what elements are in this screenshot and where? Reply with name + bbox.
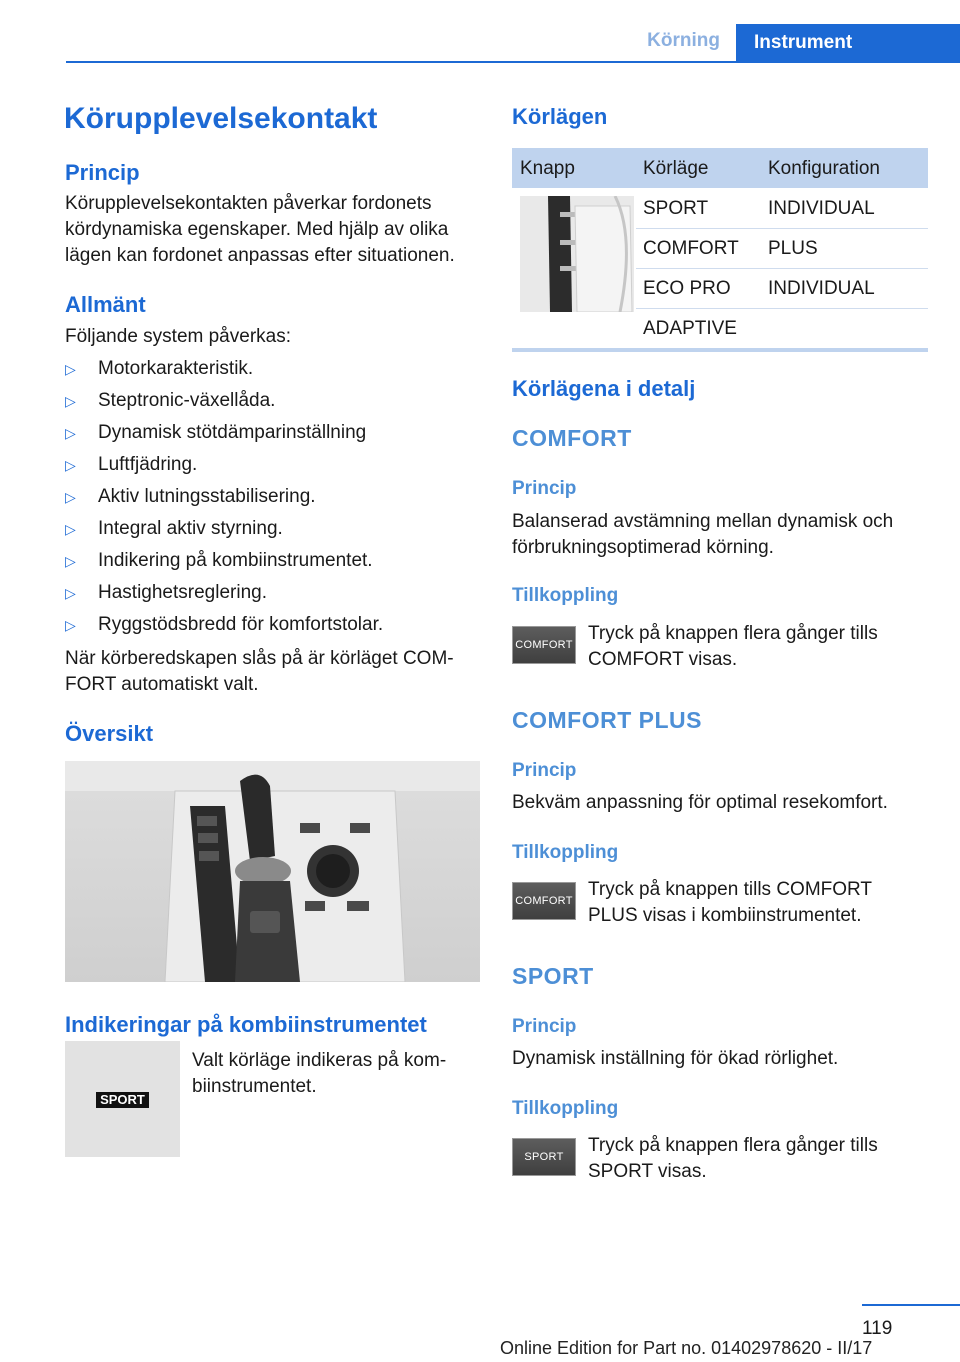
mode-switch-illustration — [520, 196, 634, 312]
sport-title: SPORT — [512, 963, 594, 989]
table-cell: ECO PRO — [643, 278, 731, 299]
table-row — [636, 268, 928, 309]
comfort-plus-princip-heading: Princip — [512, 760, 577, 781]
sport-tillkoppling-text: Tryck på knappen flera gånger tills SPORT visas. — [588, 1135, 878, 1182]
table-cell: ADAPTIVE — [643, 318, 737, 339]
table-cell: SPORT — [643, 198, 709, 219]
driving-mode-switch-photo — [520, 196, 634, 312]
header-tab-instrument[interactable]: Instrument — [736, 24, 960, 63]
table-cell: INDIVIDUAL — [768, 278, 875, 299]
triangle-bullet-icon: ▷ — [65, 521, 76, 537]
header-divider — [66, 61, 960, 63]
driving-modes-table — [512, 148, 928, 354]
table-row — [636, 188, 928, 229]
indikering-heading: Indikeringar på kombiinstrumentet — [65, 1012, 427, 1037]
triangle-bullet-icon: ▷ — [65, 553, 76, 569]
oversikt-heading: Översikt — [65, 721, 154, 746]
comfort-tillkoppling-heading: Tillkoppling — [512, 585, 619, 606]
triangle-bullet-icon: ▷ — [65, 425, 76, 441]
list-item: ▷ Hastighetsreglering. — [65, 580, 485, 612]
comfort-plus-title: COMFORT PLUS — [512, 707, 702, 733]
table-bottom-rule — [512, 348, 928, 352]
instrument-display-image — [65, 1041, 180, 1157]
edition-note: Online Edition for Part no. 01402978620 - II/17 — [500, 1338, 873, 1358]
triangle-bullet-icon: ▷ — [65, 393, 76, 409]
table-row — [636, 308, 760, 348]
allmant-heading: Allmänt — [65, 292, 146, 317]
page-number: 119 — [862, 1318, 893, 1339]
header-tab-korning[interactable]: Körning — [647, 30, 720, 51]
indikering-text: Valt körläge indikeras på kombiinstrumentet. — [192, 1050, 447, 1097]
table-cell: COMFORT — [643, 238, 739, 259]
center-console-photo — [65, 761, 480, 982]
list-item: ▷ Indikering på kombiinstrumentet. — [65, 548, 485, 580]
comfort-tillkoppling-text: Tryck på knappen flera gånger tills COMFORT visas. — [588, 623, 878, 670]
comfort-princip-text: Balanserad avstämning mellan dynamisk och förbrukningsoptimerad körning. — [512, 511, 894, 558]
footer-divider — [862, 1304, 960, 1306]
list-item: ▷ Steptronic-växellåda. — [65, 388, 485, 420]
triangle-bullet-icon: ▷ — [65, 457, 76, 473]
allmant-outro: När körberedskapen slås på är körläget COMFORT automatiskt valt. — [65, 648, 454, 695]
table-cell: PLUS — [768, 238, 818, 259]
triangle-bullet-icon: ▷ — [65, 489, 76, 505]
column-header-konfiguration: Konfiguration — [768, 158, 880, 179]
center-console-illustration — [65, 761, 480, 982]
list-item: ▷ Integral aktiv styrning. — [65, 516, 485, 548]
column-header-korlage: Körläge — [643, 158, 709, 179]
sport-button-icon: SPORT — [512, 1138, 576, 1176]
sport-princip-heading: Princip — [512, 1016, 577, 1037]
comfort-button-icon: COMFORT — [512, 626, 576, 664]
list-item: ▷ Motorkarakteristik. — [65, 356, 485, 388]
princip-text: Körupplevelsekontakten påverkar fordonets kördynamiska egenskaper. Med hjälp av olika lägen kan fordonet anpassas efter situationen. — [65, 193, 455, 266]
affected-systems-list — [65, 356, 485, 644]
triangle-bullet-icon: ▷ — [65, 361, 76, 377]
comfort-title: COMFORT — [512, 425, 632, 451]
comfort-plus-princip-text: Bekväm anpassning för optimal resekomfort. — [512, 792, 888, 813]
column-header-knapp: Knapp — [520, 158, 575, 179]
list-item: ▷ Ryggstödsbredd för komfortstolar. — [65, 612, 485, 644]
detail-heading: Körlägena i detalj — [512, 376, 696, 401]
table-cell: INDIVIDUAL — [768, 198, 875, 219]
triangle-bullet-icon: ▷ — [65, 617, 76, 633]
page-title: Körupplevelsekontakt — [64, 102, 378, 135]
list-item: ▷ Dynamisk stötdämparinställning — [65, 420, 485, 452]
sport-tillkoppling-heading: Tillkoppling — [512, 1098, 619, 1119]
comfort-plus-tillkoppling-text: Tryck på knappen tills COMFORT PLUS visas i kombiinstrumentet. — [588, 879, 872, 926]
comfort-plus-tillkoppling-heading: Tillkoppling — [512, 842, 619, 863]
triangle-bullet-icon: ▷ — [65, 585, 76, 601]
allmant-intro: Följande system påverkas: — [65, 326, 291, 347]
sport-princip-text: Dynamisk inställning för ökad rörlighet. — [512, 1048, 839, 1069]
comfort-plus-button-icon: COMFORT — [512, 882, 576, 920]
list-item: ▷ Aktiv lutningsstabilisering. — [65, 484, 485, 516]
sport-display-label: SPORT — [96, 1092, 149, 1108]
comfort-princip-heading: Princip — [512, 478, 577, 499]
princip-heading: Princip — [65, 160, 140, 185]
korlagen-heading: Körlägen — [512, 104, 608, 129]
list-item: ▷ Luftfjädring. — [65, 452, 485, 484]
table-header — [512, 148, 928, 188]
table-row — [636, 228, 928, 269]
